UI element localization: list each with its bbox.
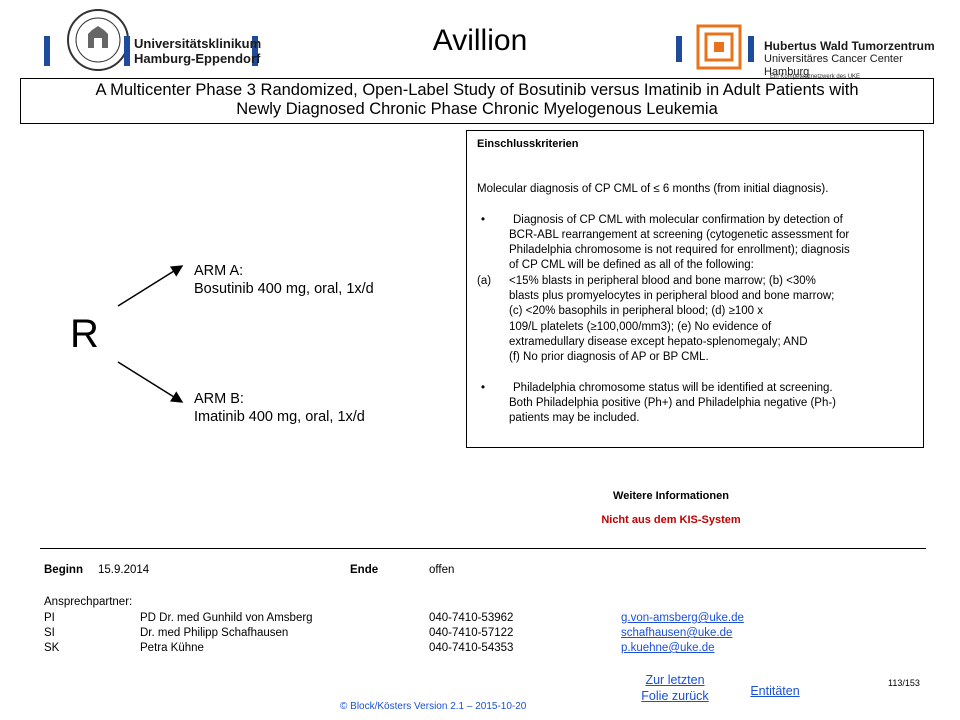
contact-name: Dr. med Philipp Schafhausen bbox=[140, 627, 289, 639]
sublist-line: extramedullary disease except hepato-splenomegaly; AND bbox=[509, 335, 808, 348]
further-info-heading: Weitere Informationen bbox=[613, 490, 729, 502]
further-info-note: Nicht aus dem KIS-System bbox=[601, 514, 741, 526]
sublist-line: blasts plus promyelocytes in peripheral blood and bone marrow; bbox=[509, 290, 835, 303]
entities-link[interactable]: Entitäten bbox=[750, 684, 800, 698]
center-name-line2: Universitäres Cancer Center Hamburg bbox=[764, 53, 903, 78]
university-seal-icon bbox=[66, 8, 130, 72]
back-to-last-slide-link[interactable] bbox=[630, 672, 720, 704]
bullet-1-line: of CP CML will be defined as all of the following: bbox=[509, 259, 754, 272]
arm-a-name: ARM A: bbox=[194, 263, 244, 279]
bullet-2-first-line: Philadelphia chromosome status will be identified at screening. bbox=[513, 381, 833, 394]
contact-email-link[interactable]: p.kuehne@uke.de bbox=[621, 642, 715, 654]
hubertus-wald-emblem-icon bbox=[696, 24, 742, 70]
criteria-intro: Molecular diagnosis of CP CML of ≤ 6 months (from initial diagnosis). bbox=[477, 183, 829, 196]
randomization-label: R bbox=[70, 312, 99, 356]
study-title-line2: Newly Diagnosed Chronic Phase Chronic Myelogenous Leukemia bbox=[236, 100, 718, 118]
end-label: Ende bbox=[350, 564, 379, 576]
contact-phone: 040-7410-57122 bbox=[429, 627, 514, 639]
page-counter: 113/153 bbox=[888, 678, 920, 688]
sublist-line: (f) No prior diagnosis of AP or BP CML. bbox=[509, 351, 709, 364]
bullet-2-line: patients may be included. bbox=[509, 412, 640, 425]
sublist-label: (a) bbox=[477, 274, 492, 287]
contact-name: Petra Kühne bbox=[140, 642, 204, 654]
footer-version: © Block/Kösters Version 2.1 – 2015-10-20 bbox=[340, 701, 527, 712]
section-divider bbox=[40, 548, 926, 549]
brand-bar-hw-left bbox=[676, 36, 682, 62]
bullet-icon: • bbox=[481, 381, 486, 394]
brand-bar-left bbox=[44, 36, 50, 66]
contact-role: PI bbox=[44, 612, 55, 624]
arm-b-name: ARM B: bbox=[194, 391, 244, 407]
center-name-line1: Hubertus Wald Tumorzentrum bbox=[764, 39, 935, 53]
study-title-box bbox=[20, 78, 934, 124]
university-name-line1: Universitätsklinikum bbox=[134, 36, 262, 51]
contact-email-link[interactable]: g.von-amsberg@uke.de bbox=[621, 612, 744, 624]
back-link-line2: Folie zurück bbox=[641, 689, 709, 703]
bullet-1-line: BCR-ABL rearrangement at screening (cytogenetic assessment for bbox=[509, 228, 850, 241]
contact-role: SK bbox=[44, 642, 60, 654]
randomization-arrows bbox=[110, 260, 200, 410]
contact-phone: 040-7410-54353 bbox=[429, 642, 514, 654]
contact-role: SI bbox=[44, 627, 55, 639]
arm-a bbox=[194, 262, 374, 298]
university-logo bbox=[44, 8, 274, 72]
contact-phone: 040-7410-53962 bbox=[429, 612, 514, 624]
bullet-icon: • bbox=[481, 213, 486, 226]
center-tagline: Ein Kompetenznetzwerk des UKE bbox=[770, 74, 861, 80]
inclusion-criteria-box bbox=[466, 130, 924, 448]
begin-value: 15.9.2014 bbox=[98, 564, 150, 576]
bullet-1-first-line: Diagnosis of CP CML with molecular confirmation by detection of bbox=[513, 213, 843, 226]
arrow-to-arm-a bbox=[118, 266, 182, 306]
criteria-bullet-2 bbox=[477, 381, 913, 396]
arrow-to-arm-b bbox=[118, 362, 182, 402]
sublist-line: 109/L platelets (≥100,000/mm3); (e) No evidence of bbox=[509, 320, 772, 333]
contacts-label: Ansprechpartner: bbox=[44, 596, 133, 608]
page-title: Avillion bbox=[432, 24, 528, 57]
back-link-line1: Zur letzten bbox=[645, 673, 705, 687]
criteria-bullet-1 bbox=[477, 213, 913, 228]
university-name-line2: Hamburg-Eppendorf bbox=[134, 51, 261, 66]
brand-bar-hw-right bbox=[748, 36, 754, 62]
bullet-1-line: Philadelphia chromosome is not required for enrollment); diagnosis bbox=[509, 244, 850, 257]
contact-name: PD Dr. med Gunhild von Amsberg bbox=[140, 612, 313, 624]
center-logo bbox=[676, 20, 946, 80]
contact-email-link[interactable]: schafhausen@uke.de bbox=[621, 627, 733, 639]
arm-b bbox=[194, 390, 365, 426]
sublist-line: (c) <20% basophils in peripheral blood; (d) ≥100 x bbox=[509, 305, 764, 318]
bullet-2-line: Both Philadelphia positive (Ph+) and Philadelphia negative (Ph-) bbox=[509, 396, 836, 409]
criteria-heading: Einschlusskriterien bbox=[477, 138, 579, 150]
brand-bar-middle bbox=[124, 36, 130, 66]
end-value: offen bbox=[429, 564, 455, 576]
arm-a-treatment: Bosutinib 400 mg, oral, 1x/d bbox=[194, 281, 374, 297]
sublist-first-line: <15% blasts in peripheral blood and bone marrow; (b) <30% bbox=[509, 274, 816, 287]
criteria-sublist bbox=[477, 274, 913, 289]
arm-b-treatment: Imatinib 400 mg, oral, 1x/d bbox=[194, 409, 365, 425]
study-title-line1: A Multicenter Phase 3 Randomized, Open-Label Study of Bosutinib versus Imatinib in Adult Patients with bbox=[95, 81, 859, 99]
begin-label: Beginn bbox=[44, 564, 83, 576]
